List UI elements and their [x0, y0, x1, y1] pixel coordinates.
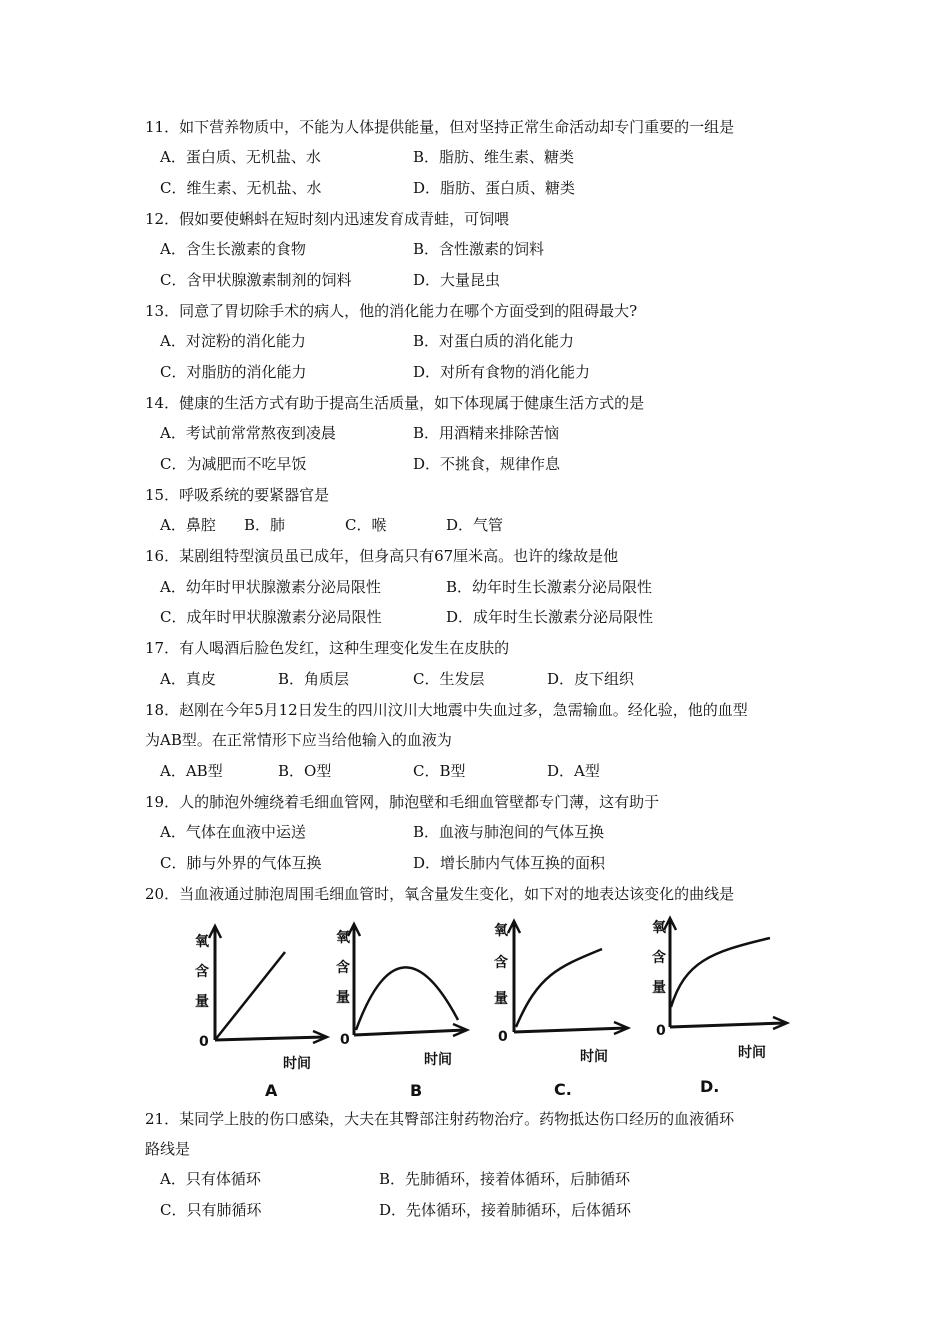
question-21-stem-continued: 路线是: [145, 1140, 191, 1158]
graph-c-caption: C.: [554, 1080, 572, 1099]
graph-c-origin: 0: [498, 1029, 508, 1045]
q11-option-d: D．脂肪、蛋白质、糖类: [413, 179, 576, 197]
graph-a-y-label-1: 氧: [195, 934, 209, 950]
question-18-stem-continued: 为AB型。在正常情形下应当给他输入的血液为: [145, 731, 452, 749]
graph-c-x-label: 时间: [580, 1049, 608, 1065]
q15-option-d: D．气管: [446, 516, 504, 534]
q13-option-c: C．对脂肪的消化能力: [160, 363, 307, 381]
q21-option-b: B．先肺循环，接着体循环，后肺循环: [379, 1170, 631, 1188]
q15-option-b: B．肺: [244, 516, 286, 534]
q11-option-b: B．脂肪、维生素、糖类: [413, 148, 575, 166]
q14-option-a: A．考试前常常熬夜到凌晨: [160, 424, 336, 442]
graph-b-y-label-3: 量: [336, 990, 350, 1006]
q15-option-a: A．鼻腔: [160, 516, 216, 534]
q21-option-d: D．先体循环，接着肺循环，后体循环: [379, 1201, 632, 1219]
question-13-stem: 13．同意了胃切除手术的病人，他的消化能力在哪个方面受到的阻碍最大?: [145, 302, 638, 320]
q12-option-c: C．含甲状腺激素制剂的饲料: [160, 271, 352, 289]
graph-b-y-label-1: 氧: [336, 930, 350, 946]
question-21-stem: 21．某同学上肢的伤口感染，大夫在其臀部注射药物治疗。药物抵达伤口经历的血液循环: [145, 1110, 735, 1128]
q17-option-b: B．角质层: [278, 670, 350, 688]
graph-d: [650, 912, 800, 1097]
q19-option-d: D．增长肺内气体互换的面积: [413, 854, 606, 872]
graph-b-x-label: 时间: [424, 1052, 452, 1068]
q19-option-a: A．气体在血液中运送: [160, 823, 306, 841]
graph-a-curve: [215, 952, 285, 1040]
question-12-stem: 12．假如要使蝌蚪在短时刻内迅速发育成青蛙，可饲喂: [145, 210, 510, 228]
q17-option-a: A．真皮: [160, 670, 216, 688]
question-15-stem: 15．呼吸系统的要紧器官是: [145, 486, 330, 504]
q11-option-c: C．维生素、无机盐、水: [160, 179, 322, 197]
graph-a-y-label-2: 含: [195, 964, 209, 980]
graph-b-x-axis: [354, 1030, 465, 1035]
q21-option-c: C．只有肺循环: [160, 1201, 262, 1219]
q12-option-b: B．含性激素的饲料: [413, 240, 545, 258]
graph-d-x-axis: [670, 1023, 785, 1027]
question-19-stem: 19．人的肺泡外缠绕着毛细血管网，肺泡壁和毛细血管壁都专门薄，这有助于: [145, 793, 660, 811]
q21-option-a: A．只有体循环: [160, 1170, 261, 1188]
graph-c-y-label-2: 含: [494, 955, 508, 971]
graph-d-origin: 0: [656, 1023, 666, 1039]
q17-option-d: D．皮下组织: [547, 670, 635, 688]
q16-option-b: B．幼年时生长激素分泌局限性: [446, 578, 653, 596]
q16-option-a: A．幼年时甲状腺激素分泌局限性: [160, 578, 381, 596]
graph-a: [185, 920, 335, 1100]
graph-b-y-label-2: 含: [336, 960, 350, 976]
q19-option-c: C．肺与外界的气体互换: [160, 854, 322, 872]
graph-a-x-label: 时间: [283, 1056, 311, 1072]
q12-option-a: A．含生长激素的食物: [160, 240, 306, 258]
question-14-stem: 14．健康的生活方式有助于提高生活质量，如下体现属于健康生活方式的是: [145, 394, 645, 412]
q18-option-a: A．AB型: [160, 762, 223, 780]
graph-a-x-axis: [215, 1037, 325, 1040]
q12-option-d: D．大量昆虫: [413, 271, 501, 289]
graph-c-y-label-1: 氧: [494, 923, 508, 939]
question-18-stem: 18．赵刚在今年5月12日发生的四川汶川大地震中失血过多，急需输血。经化验，他的血型: [145, 701, 748, 719]
graph-b-origin: 0: [340, 1032, 350, 1048]
graph-c-x-axis: [514, 1028, 626, 1032]
graph-a-y-label-3: 量: [195, 994, 209, 1010]
question-20-stem: 20．当血液通过肺泡周围毛细血管时，氧含量发生变化，如下对的地表达该变化的曲线是: [145, 885, 735, 903]
q11-option-a: A．蛋白质、无机盐、水: [160, 148, 321, 166]
graph-d-y-label-2: 含: [652, 950, 666, 966]
q18-option-d: D．A型: [547, 762, 600, 780]
question-11-stem: 11．如下营养物质中，不能为人体提供能量，但对坚持正常生命活动却专门重要的一组是: [145, 118, 735, 136]
graph-a-origin: 0: [199, 1034, 209, 1050]
q16-option-c: C．成年时甲状腺激素分泌局限性: [160, 608, 382, 626]
graph-c: [488, 915, 638, 1100]
q19-option-b: B．血液与肺泡间的气体互换: [413, 823, 605, 841]
q13-option-a: A．对淀粉的消化能力: [160, 332, 306, 350]
graph-b-caption: B: [410, 1081, 423, 1100]
graph-c-y-label-3: 量: [494, 991, 508, 1007]
graph-d-y-label-1: 氧: [652, 920, 666, 936]
graph-d-x-label: 时间: [738, 1045, 766, 1061]
graph-c-curve: [516, 949, 602, 1027]
q18-option-c: C．B型: [413, 762, 466, 780]
question-17-stem: 17．有人喝酒后脸色发红，这种生理变化发生在皮肤的: [145, 639, 510, 657]
graph-d-curve: [671, 938, 770, 1007]
q13-option-b: B．对蛋白质的消化能力: [413, 332, 575, 350]
q16-option-d: D．成年时生长激素分泌局限性: [446, 608, 654, 626]
graph-b: [330, 920, 480, 1100]
q14-option-c: C．为减肥而不吃早饭: [160, 455, 307, 473]
graph-a-caption: A: [265, 1081, 278, 1100]
q18-option-b: B．O型: [278, 762, 332, 780]
q15-option-c: C．喉: [345, 516, 387, 534]
question-16-stem: 16．某剧组特型演员虽已成年，但身高只有67厘米高。也许的缘故是他: [145, 547, 619, 565]
graph-d-y-label-3: 量: [652, 980, 666, 996]
graph-d-caption: D.: [700, 1077, 720, 1096]
q14-option-d: D．不挑食，规律作息: [413, 455, 561, 473]
q17-option-c: C．生发层: [413, 670, 485, 688]
q13-option-d: D．对所有食物的消化能力: [413, 363, 591, 381]
graph-b-curve: [356, 967, 458, 1030]
q14-option-b: B．用酒精来排除苦恼: [413, 424, 560, 442]
